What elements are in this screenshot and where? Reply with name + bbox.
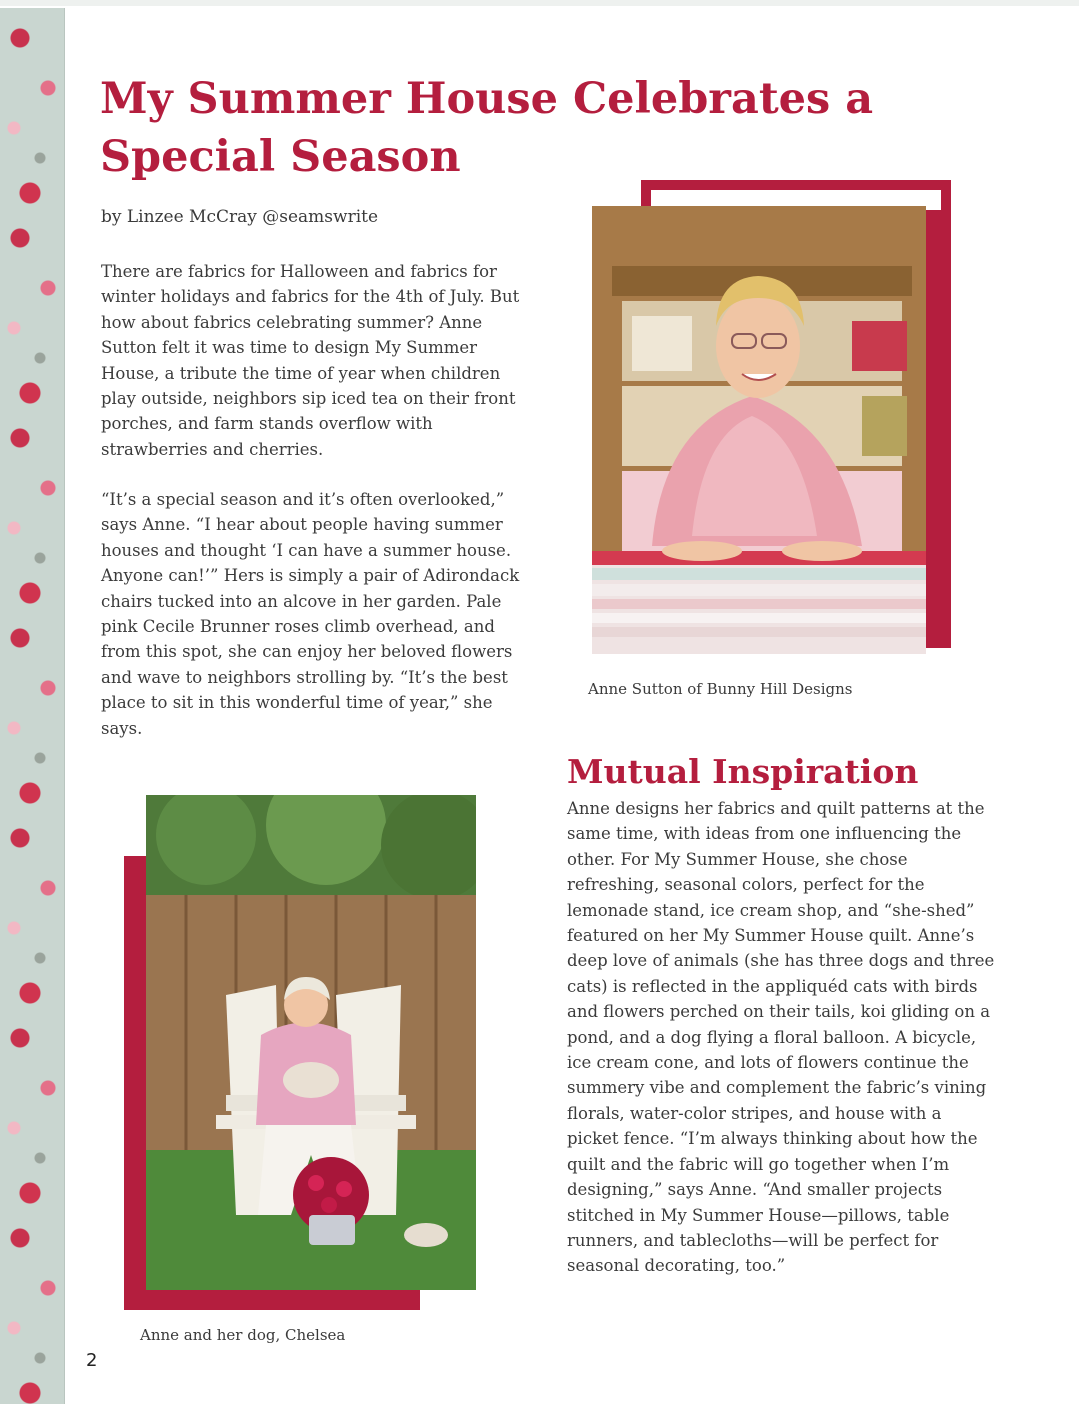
- portrait-illustration: [592, 206, 926, 654]
- portrait-photo: [592, 206, 926, 654]
- quote-paragraph: “It’s a special season and it’s often overlooked,” says Anne. “I hear about people having summer houses and thought ‘I can have a summer house. Anyone can!’” Hers is simply a pair of Adirondack chairs tucked into an alcove in her garden. Pale pink Cecile Brunner roses climb overhead, and from this spot, she can enjoy her beloved flowers and wave to neighbors strolling by. “It’s the best place to sit in this wonderful time of year,” she says.: [101, 490, 520, 738]
- section-paragraph: Anne designs her fabrics and quilt patterns at the same time, with ideas from one influencing the other. For My Summer House, she chose refreshing, seasonal colors, perfect for the lemonade stand, ice cream shop, and “she-shed” featured on her My Summer House quilt. Anne’s deep love of animals (she has three dogs and three cats) is reflected in the appliquéd cats with birds and flowers perched on their tails, koi gliding on a pond, and a dog flying a floral balloon. A bicycle, ice cream cone, and lots of flowers continue the summery vibe and complement the fabric’s vining florals, water-color stripes, and house with a picket fence. “I’m always thinking about how the quilt and the fabric will go together when I’m designing,” says Anne. “And smaller projects stitched in My Summer House—pillows, table runners, and tablecloths—will be perfect for seasonal decorating, too.”: [567, 799, 995, 1276]
- page-number: 2: [86, 1350, 98, 1371]
- byline: by Linzee McCray @seamswrite: [101, 207, 379, 227]
- article-title: My Summer House Celebrates a Special Season: [100, 74, 874, 182]
- garden-caption: Anne and her dog, Chelsea: [140, 1326, 346, 1344]
- floral-border: [0, 8, 65, 1404]
- garden-photo: [146, 795, 476, 1290]
- top-rule: [0, 0, 1079, 6]
- portrait-caption: Anne Sutton of Bunny Hill Designs: [588, 680, 853, 698]
- garden-illustration: [146, 795, 476, 1290]
- section-heading: Mutual Inspiration: [567, 752, 919, 791]
- intro-paragraph: There are fabrics for Halloween and fabrics for winter holidays and fabrics for the 4th of July. But how about fabrics celebrating summer? Anne Sutton felt it was time to design My Summer House, a tribute the time of year when children play outside, neighbors sip iced tea on their front porches, and farm stands overflow with strawberries and cherries.: [101, 262, 520, 459]
